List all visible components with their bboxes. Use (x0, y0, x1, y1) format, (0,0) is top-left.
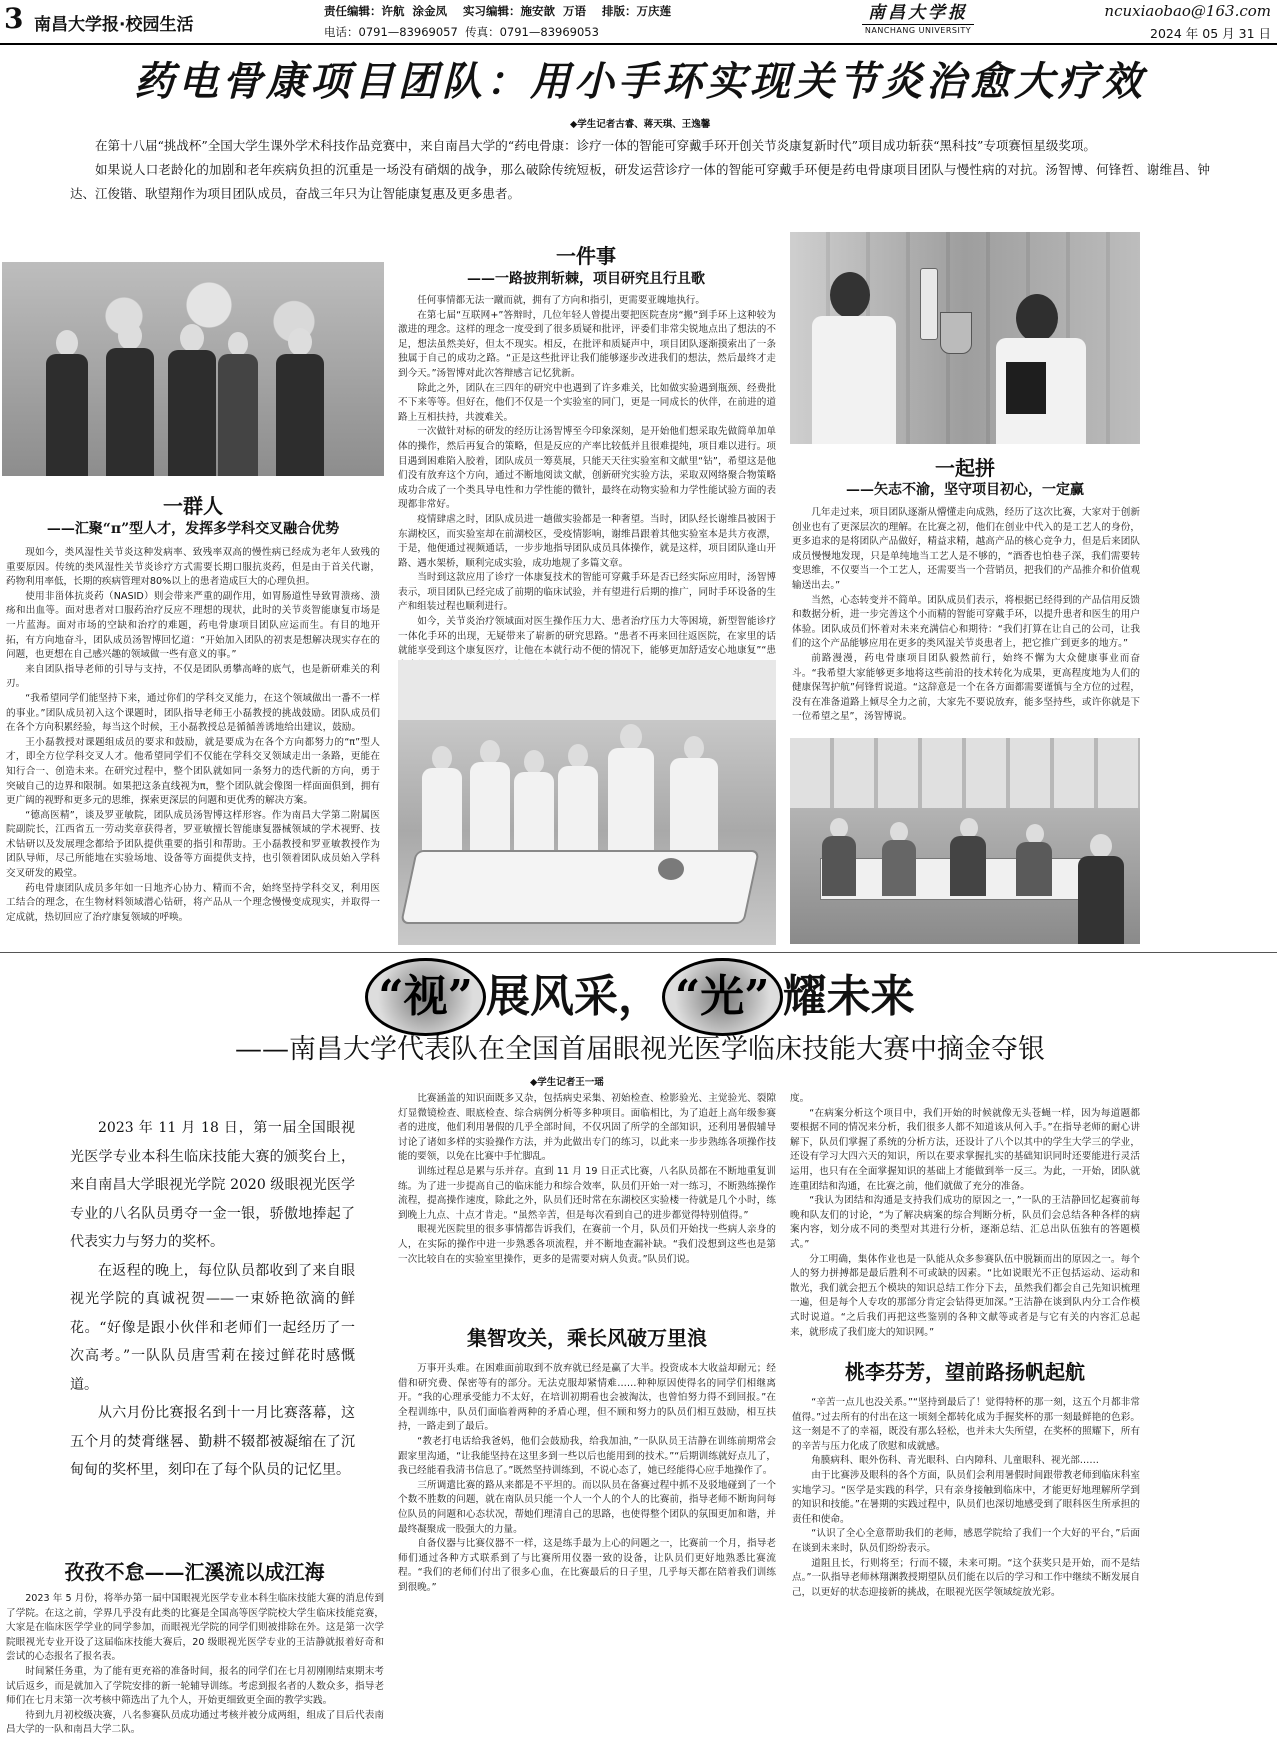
story1-headline: 药电骨康项目团队：用小手环实现关节炎治愈大疗效 (134, 58, 1146, 105)
sec3-title: 桃李芬芳，望前路扬帆起航 (845, 1360, 1085, 1384)
body-paragraph: 比赛涵盖的知识面既多又杂，包括病史采集、初始检查、检影验光、主觉验光、裂隙灯显微镜检查、眼底检查、综合病例分析等多种项目。面临相比，为了追赶上高年级参赛者的进度，他们利用暑假的几乎全部时间，不仅巩固了所学的全部知识，还利用暑假辅导讨论了诸如多样的实验操作方法，并为此做出专门的练习，以此来一步步熟练各项操作技能的要领，以免在比赛中手忙脚乱。 (398, 1093, 776, 1163)
body-paragraph: 训练过程总是累与乐并存。直到 11 月 19 日正式比赛，八名队员都在不断地重复训练。为了进一步提高自己的临床能力和综合效率，队员们开始一对一练习，不断熟练操作流程，提高操作速度，除此之外，队员们还时常在东湖校区实验楼一待就是几个小时，练到晚上九点、十点才肯走。“虽然辛苦，但是每次看到自己的进步都觉得特别值得。” (398, 1165, 776, 1221)
sec2-title: 集智攻关，乘长风破万里浪 (467, 1326, 707, 1350)
body-paragraph: 现如今，类风湿性关节炎这种发病率、致残率双高的慢性病已经成为老年人致残的重要原因。传统的类风湿性关节炎诊疗方式需要长期口服抗炎药，但是由于首关代谢，药物利用率低，长期的疾病管理对80%以上的患者造成巨大的心理负担。 (6, 547, 380, 588)
email: ncuxiaobao@163.com (1104, 2, 1271, 20)
body-paragraph: 当时到这款应用了诊疗一体康复技术的智能可穿戴手环是否已经实际应用时，汤智博表示，项目团队已经完成了前期的临床试验，并有望进行后期的推广，同时手环设备的生产和组装过程也顺利进行。 (398, 572, 776, 613)
right-column-body (792, 506, 1140, 732)
body-paragraph: 度。 (790, 1093, 810, 1104)
body-paragraph: 来自团队指导老师的引导与支持，不仅是团队勇攀高峰的底气，也是新研难关的利刃。 (6, 663, 380, 690)
story-divider (0, 952, 1277, 953)
body-paragraph: 如今，关节炎治疗领域面对医生操作压力大、患者治疗压力大等困境，新型智能诊疗一体化手环的出现，无疑带来了崭新的研究思路。“患者不再来回往返医院，在家里的话就能享受到这个康复医疗，让他在本就行动不便的情况下，能够更加舒适安心地康复”“患 (398, 616, 776, 657)
headline-char-shi: “视” (365, 958, 486, 1036)
story2-lede (70, 1114, 355, 1485)
section-name: 南昌大学报·校园生活 (34, 15, 194, 35)
body-paragraph: 除此之外，团队在三四年的研究中也遇到了许多难关，比如做实验遇到瓶颈、经费批不下来等等。但好在，他们不仅是一个实验室的同门，更是一同成长的伙伴，在前进的道路上互相扶持，共渡难关。 (398, 382, 776, 423)
outreach-event-photo (790, 738, 1140, 944)
issue-date: 2024 年 05 月 31 日 (1150, 26, 1271, 41)
lede-paragraph: 如果说人口老龄化的加剧和老年疾病负担的沉重是一场没有硝烟的战争，那么破除传统短板，研发运营诊疗一体的智能可穿戴手环便是药电骨康项目团队与慢性病的对抗。汤智博、何锋哲、谢维昌、钟达、江俊锴、耿望翔作为项目团队成员，奋战三年只为让智能康复惠及更多患者。 (70, 162, 1210, 201)
body-paragraph: 使用非甾体抗炎药（NASID）则会带来严重的副作用，如胃肠道性导致胃溃疡、溃疡和出血等。面对患者对口服药治疗反应不理想的现状，此时的关节炎智能康复市场是一片蓝海。面对市场的空缺和治疗的难题，药电骨康项目团队应运而生。有目的地开拓，有方向地奋斗，团队成员汤智博回忆道：“开始加入团队的初衷是想解决现实存在的问题，也更想在自己感兴趣的领域做一些有意义的事。” (6, 590, 380, 661)
body-paragraph: 眼视光医院里的很多事情都告诉我们，在赛前一个月，队员们开始找一些病人亲身的人，在实际的操作中进一步熟悉各项流程，并不断地查漏补缺。“我们没想到这些也是第一次比较自在的实验室里操作，更多的是需要对病人负责。”队员们说。 (398, 1224, 776, 1265)
body-paragraph: 药电骨康团队成员多年如一日地齐心协力、精而不舍，始终坚持学科交叉，利用医工结合的理念，在生物材料领域潜心钻研，将产品从一个理念慢慢变成现实，并取得一定成就，热切回应了治疗康复领域的呼唤。 (6, 882, 380, 923)
right-section-title: 一起拼 (935, 456, 995, 480)
body-paragraph: “我希望同学们能坚持下来，通过你们的学科交叉能力，在这个领域做出一番不一样的事业。”团队成员初入这个课题时，团队指导老师王小磊教授的挑战鼓励。团队成员们在各个方向积累经验，每当这个时候，王小磊教授总是循循善诱地给出建议，鼓励。 (6, 692, 380, 734)
newspaper-logo (862, 2, 974, 38)
sec1-title: 孜孜不怠——汇溪流以成江海 (64, 1560, 325, 1584)
mid-section-subtitle: ——一路披荆斩棘，项目研究且行且歌 (467, 271, 705, 287)
sec3-body (792, 1396, 1140, 1748)
headline-part: 耀未来 (782, 971, 915, 1022)
story1-lede (70, 134, 1210, 206)
body-paragraph: 万事开头难。在困难面前取到不放弃就已经是赢了大半。投资成本大收益却耐元；经借和研究费、保密等有的部分。无法克服却紧情难……种种原因使得名的同学们相继离开。“我的心理承受能力不太好，在培训初期看也会被淘汰，也曾怕努力得不到回报。”在全程训练中，队员们面临着两种的矛盾心理，但不顾和努力的队员们相互鼓励，相互扶持，一路走到了最后。 (398, 1363, 776, 1433)
phone-line: 电话：0791—83969057 传真：0791—83969053 (324, 25, 599, 39)
lab-research-photo (790, 232, 1140, 444)
logo-text: 南昌大学报 (862, 2, 974, 25)
page-number: 3 (4, 2, 24, 35)
sec2-body (398, 1362, 776, 1748)
body-paragraph: “教老打电话给我爸妈，他们会鼓励我，给我加油，”一队队员王洁静在训练前期常会跟家里沟通，“让我能坚持在这里多到一些以后也能用到的技术。”“后期训练就好点儿了，我已经能看我清书信息了。”既然坚持训练到，不说心态了，她已经能得心应手地操作了。 (398, 1435, 776, 1477)
story2-headline (150, 958, 1130, 1036)
body-paragraph: “认识了全心全意帮助我们的老师，感恩学院给了我们一个大好的平台，”后面在谈到未来时，队员们纷纷表示。 (792, 1528, 1140, 1554)
body-paragraph: 疫情肆虐之时，团队成员进一趟做实验都是一种奢望。当时，团队经长谢维昌被困于东湖校区，而实验室却在前湖校区，受疫情影响，谢维昌跟着其他实验室本是共方夜漂，于是，他便通过视频通话，一步步地指导团队成员具体操作，就是这样，项目团队逢山开路、遇水架桥，顺利完成实验，成功地规了多篇文章。 (398, 513, 776, 569)
body-paragraph: “在病案分析这个项目中，我们开始的时候就像无头苍蝇一样，因为每道题都要根据不同的情况来分析，我们很多人都不知道该从何入手。”在指导老师的耐心讲解下，队员们掌握了系统的分析方法，还设计了八个以其中的学生大学三的学业，还设有学习大四六天的知识，所以在要求掌握扎实的基础知识同时还要能进行灵活运用，也只有在全面掌握知识的基础上才能做到举一反三。为此，一开始，团队就连重团结和沟通，在比赛之前，他们就做了充分的准备。 (790, 1107, 1140, 1192)
body-paragraph: 三所调遣比赛的路从来都是不平坦的。而以队员在备赛过程中抓不及驳地碰到了一个个数不胜数的问题，就在南队员只能一个人一个人的个人的比赛前，指导老师不断询问每位队员的问题和心态状况，帮她们理清自己的思路，也使得整个团队的氛围更加和谐，并最终凝聚成一股强大的力量。 (398, 1479, 776, 1535)
lede-paragraph: 从六月份比赛报名到十一月比赛落幕，这五个月的焚膏继晷、勤耕不辍都被凝缩在了沉甸甸的奖杯里，刻印在了每个队员的记忆里。 (70, 1405, 355, 1478)
body-paragraph: 在第七届“互联网+”答辩时，几位年轻人曾提出要把医院查房“搬”到手环上这种较为激进的理念。这样的理念一度受到了很多质疑和批评，评委们非常尖锐地点出了想法的不足，想法虽然美好，但太不现实。相反，在批评和质疑声中，项目团队逐渐摸索出了一条独属于自己的成功之路。“正是这些批评让我们能够逐步改进我们的想法，然后最终才走到今天。”汤智博对此次答辩感言记忆犹新。 (398, 309, 776, 379)
headline-char-guang: “光” (662, 958, 783, 1036)
body-paragraph: 2023 年 5 月份，将举办第一届中国眼视光医学专业本科生临床技能大赛的消息传到了学院。在这之前，学界几乎没有此类的比赛是全国高等医学院校大学生临床技能竞赛，大家是在临床医学学业的同学参加，而眼视光学院的同学们则被排除在外。这是第一次学院眼视光专业开设了这届临床技能大赛后，20 级眼视光医学专业的王洁静就报着好奇和尝试的心态报名了报名表。 (6, 1593, 384, 1663)
story2-byline: ◆学生记者王一瑶 (530, 1077, 604, 1088)
body-paragraph: 由于比赛涉及眼科的各个方面，队员们会利用暑假时间跟带教老师到临床科室实地学习。“医学是实践的科学，只有亲身接触到临床中，才能更好地理解所学到的知识和技能。”在暑期的实践过程中，队员们也深切地感受到了眼科医生所承担的责任和使命。 (792, 1469, 1140, 1525)
right-section-subtitle: ——矢志不渝，坚守项目初心，一定赢 (846, 482, 1084, 498)
body-paragraph: 时间紧任务重，为了能有更充裕的准备时间，报名的同学们在七月初刚刚结束期末考试后返乡，而是就加入了学院安排的新一轮辅导训练。考虑到报名者的人数众多，指导老师们在七月末第一次考核中筛选出了九个人，开始更细致更全面的教学实践。 (6, 1665, 384, 1707)
body-paragraph: 任何事情都无法一蹴而就，拥有了方向和指引，更需要亚魄地执行。 (417, 295, 705, 306)
sec1-body (6, 1592, 384, 1748)
body-paragraph: 几年走过来，项目团队逐渐从懵懂走向成熟，经历了这次比赛，大家对于创新创业也有了更深层次的理解。在比赛之初，他们在创业中代入的是工艺人的身份，更多追求的是将团队产品做好，精益求精，越高产品的核心竞争力，但是后来团队成员慢慢地发现，只是单纯地当工艺人是不够的，“酒香也怕巷子深，我们需要转变思维，不仅要当一个工艺人，还需要当一个营销员，把我们的产品推介和价值观输送出去。” (792, 507, 1140, 591)
hospital-ward-photo (398, 660, 776, 945)
col3-body (790, 1092, 1140, 1340)
body-paragraph: 自备仪器与比赛仪器不一样，这是练手最为上心的问题之一，比赛前一个月，指导老师们通过各种方式联系到了与比赛所用仪器一致的设备，让队员们更好地熟悉比赛流程。“我们的老师们付出了很多心血，在比赛最后的日子里，几乎每天都在陪着我们训练到很晚。” (398, 1538, 776, 1593)
masthead (0, 0, 1277, 42)
body-paragraph: “我认为团结和沟通是支持我们成功的原因之一，”一队的王洁静回忆起赛前每晚和队友们的讨论，“为了解决病案的综合判断分析，队员们会总结各种各样的病案内容，划分成不同的类型对其进行分析，逐渐总结、汇总出队伍独有的答题模式。” (790, 1195, 1140, 1250)
body-paragraph: “德高医精”，谈及罗亚敏院，团队成员汤智博这样形容。作为南昌大学第二附属医院副院长，江西省五一劳动奖章获得者，罗亚敏擅长智能康复器械领域的学术视野、技术钻研以及发展理念都给予团队提供重要的指引和帮助。王小磊教授和罗亚敏教授作为团队导师，尽己所能地在实验场地、设备等方面提供支持，也引领着团队成员始入学科交叉研发的殿堂。 (6, 809, 380, 880)
logo-english: NANCHANG UNIVERSITY (864, 26, 972, 35)
body-paragraph: 王小磊教授对课题组成员的要求和鼓励，就是要成为在各个方向都努力的“π”型人才，即全方位学科交叉人才。他希望同学们不仅能在学科交叉领域走出一条路，更能在知行合一、创造未来。在研究过程中，整个团队就如同一条努力的迭代新的方向，勇于突破自己的边界和限制。如果把这条直线视为π，整个团队就会像图一样面面俱到，拥有更广阔的视野和更多元的思维，探索更深层的问题和更优秀的解决方案。 (6, 736, 380, 807)
story2-subheadline: ——南昌大学代表队在全国首届眼视光医学临床技能大赛中摘金夺银 (235, 1034, 1045, 1065)
masthead-rule (0, 43, 1277, 45)
lede-paragraph: 2023 年 11 月 18 日，第一届全国眼视光医学专业本科生临床技能大赛的颁奖台上，来自南昌大学眼视光学院 2020 级眼视光医学专业的八名队员勇夺一金一银，骄傲地捧起了代表实力与努力的奖杯。 (70, 1120, 355, 1250)
left-section-title: 一群人 (163, 494, 223, 518)
body-paragraph: 分工明确，集体作业也是一队能从众多参赛队伍中脱颖而出的原因之一。每个人的努力拼搏都是最后胜利不可或缺的因素。“比如说眼光不正包括运动、运动和散光，我们就会把五个模块的知识总结工作分下去，虽然我们都会自己先知识梳理一遍，但是每个人专攻的那部分肯定会钻得更加深。”王洁静在谈到队内分工合作模式时说道。“之后我们再把这些鉴别的各种文献等或者是与它有关的内容汇总起来，就形成了我们庞大的知识网。” (790, 1253, 1140, 1338)
story1-byline: ◆学生记者古睿、蒋天琪、王逸馨 (570, 119, 711, 130)
left-section-subtitle: ——汇聚“π”型人才，发挥多学科交叉融合优势 (46, 521, 340, 537)
col2-body (398, 1092, 776, 1306)
body-paragraph: 道阻且长，行则将至；行而不辍，未来可期。“这个获奖只是开始，而不是结点。”一队指导老师林翔渊教授期望队员们能在以后的学习和工作中继续不断发展自己，以更好的状态迎接新的挑战，在眼视光医学领域绽放光彩。 (792, 1557, 1140, 1598)
team-group-photo (2, 262, 384, 476)
body-paragraph: 前路漫漫，药电骨康项目团队毅然前行，始终不懈为大众健康事业而奋斗。“我希望大家能够更多地将这些前沿的技术转化为成果，更高程度地为人们的健康保驾护航”何锋哲说道。“这辞意是一个在各方面都需要谨慎与全方位的过程，没有在准备道路上倾尽全力之前，大家先不要说放弃，能多坚持些，或许你就是下一位希望之星”，汤智博说。 (792, 652, 1140, 723)
body-paragraph: 一次做针对标的研发的经历让汤智博至今印象深刻，是开始他们想采取先做简单加单体的操作，然后再复合的策略，但是反应的产率比较低并且很难提纯，项目难以进行。项目遇到困难陷入胶着，团队成员一筹莫展，只能天天往实验室和文献里“钻”，希望这是他们没有放弃这个方向，通过不断地阅读文献，创新研究实验方法，采取双网络聚合物策略成功合成了一个类具导电性和力学性能的微针，最终在动物实验和力学性能试验方面的表现都非常好。 (398, 426, 776, 511)
left-column-body (6, 546, 380, 944)
editors-line: 责任编辑：许航 涂金凤 实习编辑：施安歆 万语 排版：万庆莲 (324, 4, 672, 18)
body-paragraph: 角膜病科、眼外伤科、青光眼科、白内障科、儿童眼科、视光部…… (811, 1455, 1099, 1467)
mid-section-title: 一件事 (556, 244, 616, 268)
body-paragraph: “辛苦一点儿也没关系。”“坚持到最后了！觉得特杯的那一刻，这五个月都非常值得。”过去所有的付出在这一顷刻全都转化成为手握奖杯的那一刻最鲜艳的色彩。这一刻是不了的幸福，既没有那么轻松，也并未大失所望，在奖杯的照耀下，所有的辛苦与压力化成了欣慰和成就感。 (792, 1397, 1140, 1452)
lede-paragraph: 在返程的晚上，每位队员都收到了来自眼视光学院的真诚祝贺——一束娇艳欲滴的鲜花。“好像是跟小伙伴和老师们一起经历了一次高考。”一队队员唐雪莉在接过鲜花时感慨道。 (70, 1262, 355, 1393)
headline-part: 展风采， (486, 971, 662, 1022)
body-paragraph: 当然，心态转变并不简单。团队成员们表示，将根据已经得到的产品信用反馈和数据分析，进一步完善这个小而精的智能可穿戴手环，以提升患者和医生的用户体验。团队成员们怀着对未来充满信心和期待：“我们打算在让自己的公司，让我们的这个产品能够应用在更多的类风湿关节炎患者上，把它推广到更多的地方。” (792, 594, 1140, 650)
mid-column-body (398, 294, 776, 657)
hospital-bed (400, 850, 760, 924)
body-paragraph: 待到九月初校级决赛，八名参赛队员成功通过考核并被分成两组，组成了目后代表南昌大学的一队和南昌大学二队。 (6, 1709, 384, 1736)
lede-paragraph: 在第十八届“挑战杯”全国大学生课外学术科技作品竞赛中，来自南昌大学的“药电骨康：诊疗一体的智能可穿戴手环开创关节炎康复新时代”项目成功斩获“黑科技”专项赛恒星级奖项。 (95, 138, 1096, 153)
